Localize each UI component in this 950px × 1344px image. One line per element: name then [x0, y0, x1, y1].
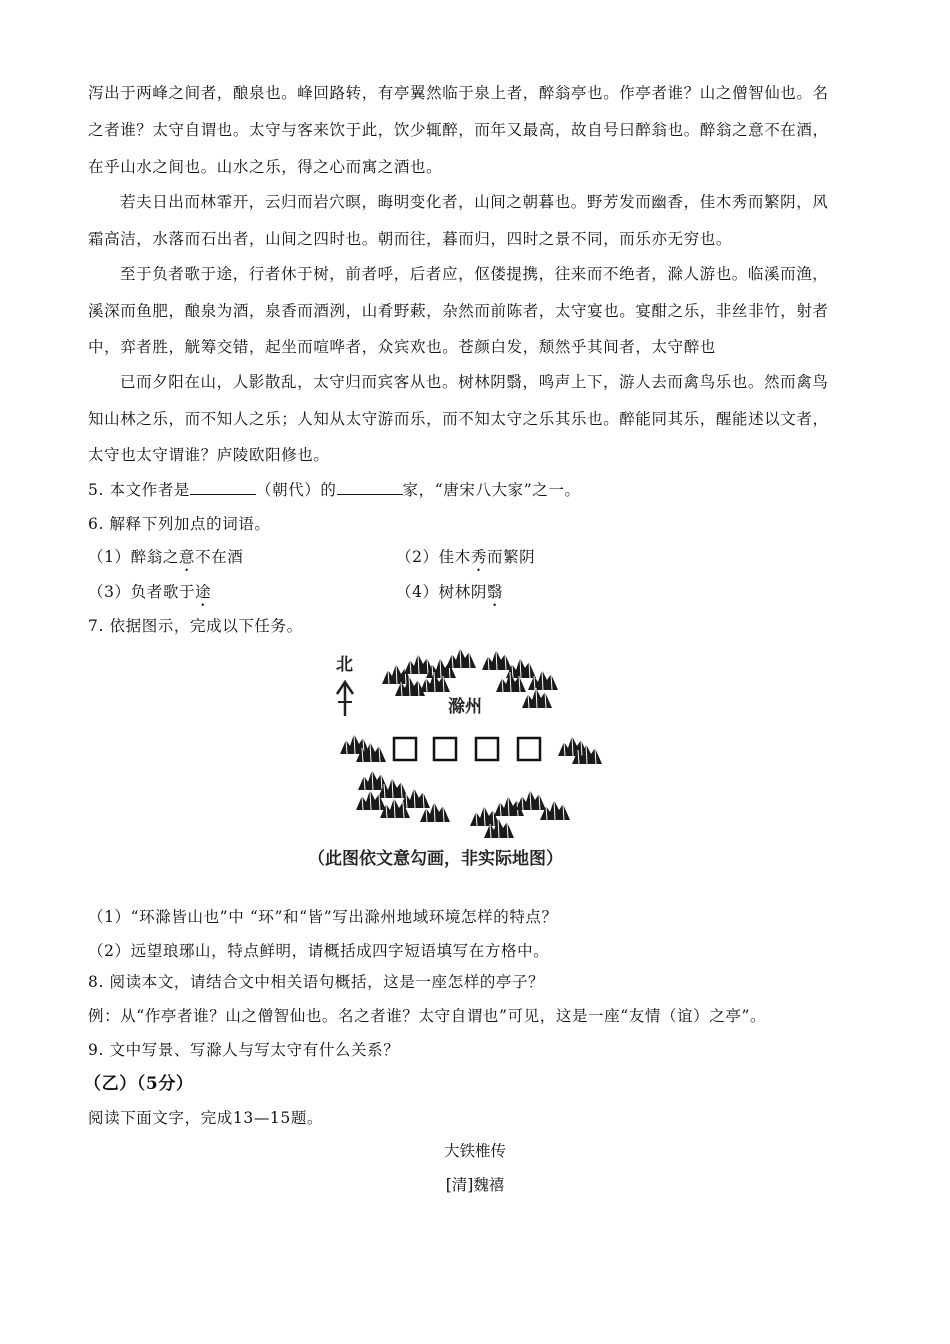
mountain-icon: [340, 734, 386, 762]
q6-item-2: [396, 545, 535, 575]
answer-box[interactable]: [434, 738, 456, 760]
q6-item-1-pre: （1）醉翁之: [88, 548, 179, 566]
q6-item-3-dotted-word: 途: [195, 583, 212, 601]
passage-line: 至于负者歌于途，行者休于树，前者呼，后者应，伛偻提携，往来而不绝者，滁人游也。临溪而渔，: [120, 265, 829, 283]
passage-line: 泻出于两峰之间者，酿泉也。峰回路转，有亭翼然临于泉上者，醉翁亭也。作亭者谁？山之僧智仙也。名: [88, 84, 829, 102]
north-arrow-icon: [337, 682, 353, 716]
mountain-icon: [482, 650, 558, 708]
q5-text-3: 家，“唐宋八大家”之一。: [402, 481, 581, 499]
article-author: [清]魏禧: [445, 1176, 505, 1194]
answer-box[interactable]: [476, 738, 498, 760]
map-north-label: 北: [336, 655, 353, 675]
passage-line: 已而夕阳在山，人影散乱，太守归而宾客从也。树林阴翳，鸣声上下，游人去而禽鸟乐也。然而禽鸟: [120, 373, 829, 391]
passage-line: 溪深而鱼肥，酿泉为酒，泉香而酒洌，山肴野蔌，杂然而前陈者，太守宴也。宴酣之乐，非丝非竹，射者: [88, 302, 829, 320]
q5-text-2: （朝代）的: [256, 481, 337, 499]
question-7-stem: 7. 依据图示，完成以下任务。: [88, 617, 303, 635]
q6-item-3-pre: （3）负者歌于: [88, 583, 196, 601]
answer-blank-dynasty[interactable]: [190, 480, 256, 495]
mountain-icon: [356, 770, 450, 822]
passage-line: 知山林之乐，而不知人之乐；人知从太守游而乐，而不知太守之乐其乐也。醉能同其乐，醒能述以文者，: [88, 410, 829, 428]
passage-line: 中，弈者胜，觥筹交错，起坐而喧哗者，众宾欢也。苍颜白发，颓然乎其间者，太守醉也: [88, 338, 716, 356]
q6-item-1-dotted-word: 意: [178, 548, 196, 566]
question-8-stem: 8. 阅读本文，请结合文中相关语句概括，这是一座怎样的亭子？: [88, 973, 545, 991]
passage-line: 若夫日出而林霏开，云归而岩穴暝，晦明变化者，山间之朝暮也。野芳发而幽香，佳木秀而繁阴，风: [120, 193, 829, 211]
q5-text-1: 5. 本文作者是: [88, 481, 191, 499]
q6-item-1-post: 不在酒: [195, 548, 244, 566]
answer-box[interactable]: [518, 738, 540, 760]
mountain-icon: [470, 790, 570, 838]
question-6-stem: 6. 解释下列加点的词语。: [88, 515, 271, 533]
q6-item-4-pre: （4）树林阴: [396, 583, 487, 601]
chuzhou-map-figure: [300, 648, 650, 878]
answer-blank-genre[interactable]: [337, 480, 403, 495]
passage-line: 在乎山水之间也。山水之乐，得之心而寓之酒也。: [88, 158, 443, 176]
q6-item-2-post: 而繁阴: [486, 548, 536, 566]
q6-item-1: [88, 545, 243, 575]
q6-item-3: [88, 580, 211, 610]
map-city-label: 滁州: [448, 697, 482, 717]
q6-item-4-dotted-word: 翳: [486, 583, 504, 601]
q6-item-2-dotted-word: 秀: [470, 548, 487, 566]
q7-sub-2: （2）远望琅琊山，特点鲜明，请概括成四字短语填写在方格中。: [88, 942, 550, 960]
mountain-icon: [382, 648, 476, 696]
map-caption: （此图依文意勾画，非实际地图）: [308, 849, 563, 869]
answer-box[interactable]: [394, 738, 416, 760]
section-b-heading: （乙）（5分）: [84, 1074, 194, 1094]
q7-sub-1: （1）“环滁皆山也”中 “环”和“皆”写出滁州地域环境怎样的特点？: [88, 908, 558, 926]
question-9-stem: 9. 文中写景、写滁人与写太守有什么关系？: [88, 1041, 400, 1059]
mountain-icon: [558, 736, 602, 764]
article-title: 大铁椎传: [443, 1142, 506, 1160]
passage-line: 之者谁？太守自谓也。太守与客来饮于此，饮少辄醉，而年又最高，故自号曰醉翁也。醉翁之意不在酒，: [88, 121, 829, 139]
passage-line: 霜高洁，水落而石出者，山间之四时也。朝而往，暮而归，四时之景不同，而乐亦无穷也。: [88, 230, 733, 248]
q6-item-4: [396, 580, 503, 610]
map-svg: [300, 648, 650, 878]
question-8-example: 例：从“作亭者谁？山之僧智仙也。名之者谁？太守自谓也”可见，这是一座“友情（谊）之亭”。: [88, 1007, 767, 1025]
passage-line: 太守也太守谓谁？庐陵欧阳修也。: [88, 446, 330, 464]
section-b-instruction: 阅读下面文字，完成13—15题。: [88, 1109, 324, 1127]
question-5: [88, 478, 581, 500]
q6-item-2-pre: （2）佳木: [396, 548, 471, 566]
